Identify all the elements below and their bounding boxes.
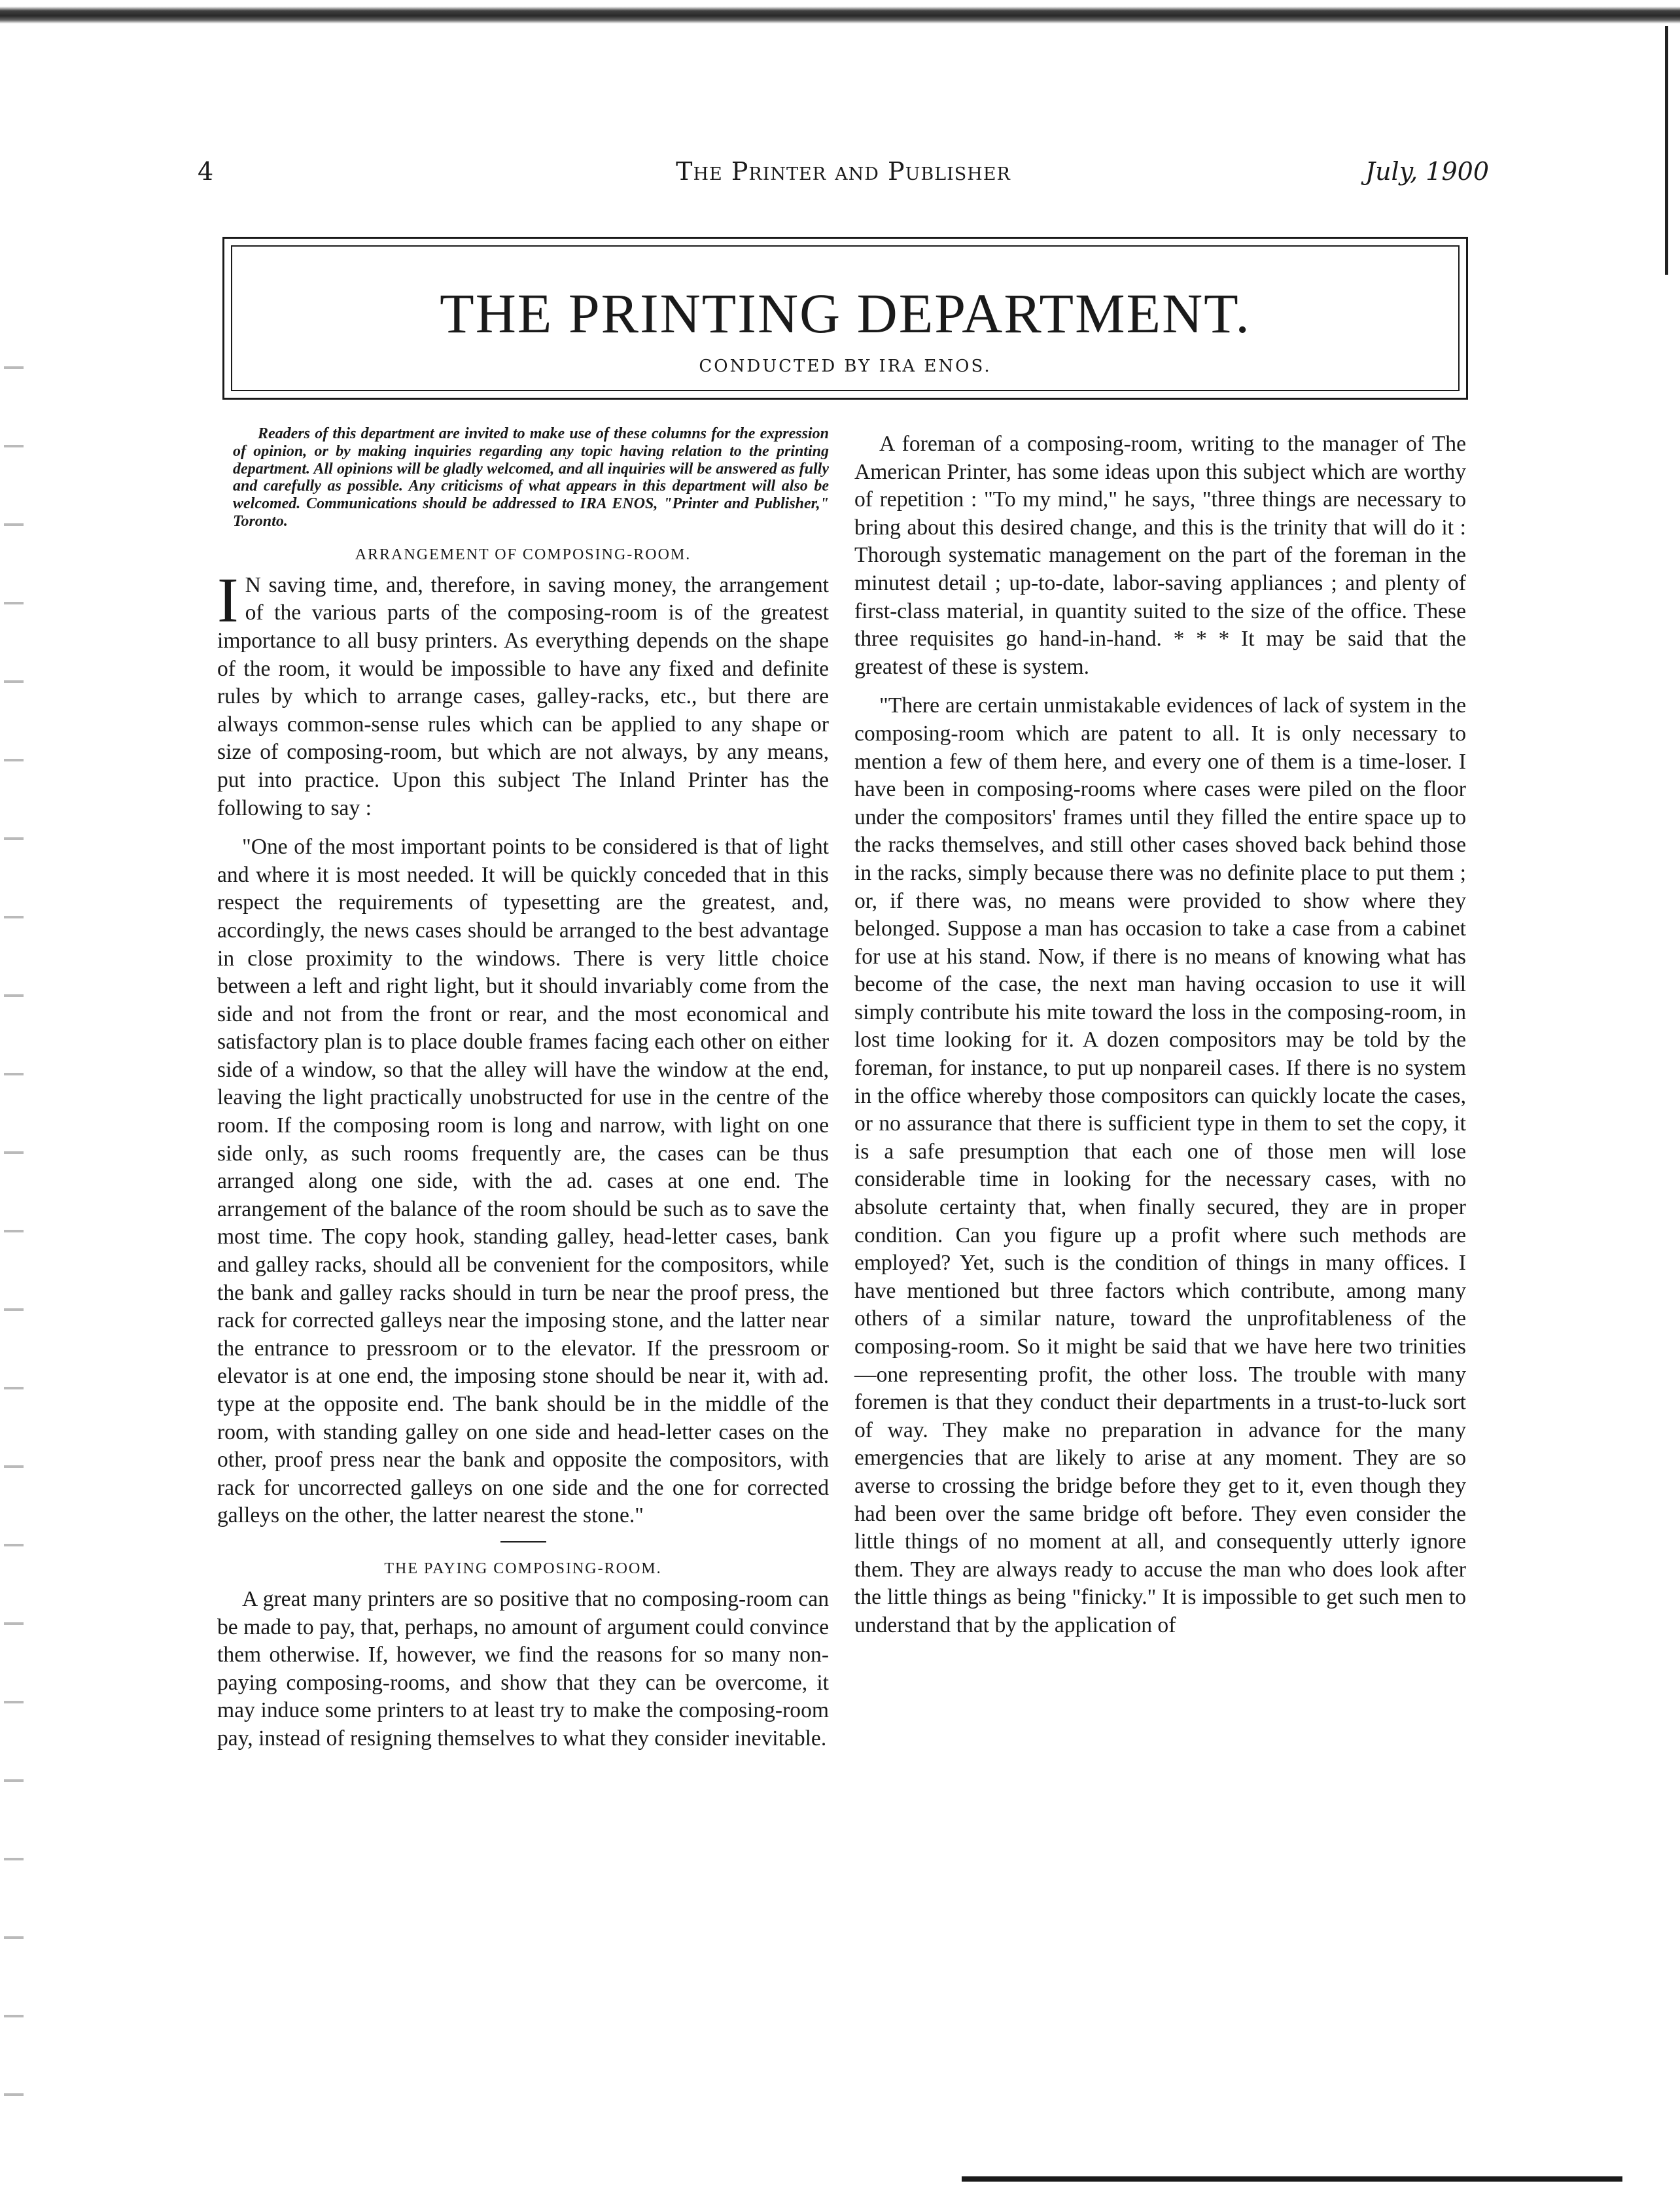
scan-top-edge [0,7,1680,24]
scan-left-margin-marks [4,340,24,2172]
scan-right-edge [1665,26,1668,275]
scan-bottom-edge [962,2176,1622,2182]
article-paragraph: A foreman of a composing-room, writing to the manager of The American Printer, has some ideas upon this subject which are worthy of repetition : "To my mind," he says, "three things are necessary to bring about this desired change, and this is the trinity that will do it : Thorough systematic management on the part of the foreman in the minutest detail ; up-to-date, labor-saving appliances ; and plenty of first-class material, in quantity suited to the size of the office. These three requisites go hand-in-hand. * * * It may be said that the greatest of these is system. [854,432,1466,679]
right-column [854,430,1466,1651]
article-paragraph [217,565,829,822]
department-banner-inner-border [231,245,1460,391]
department-title: THE PRINTING DEPARTMENT. [440,282,1251,345]
page-number: 4 [198,157,214,186]
paragraph-text: N saving time, and, therefore, in saving money, the arrangement of the various parts of the composing-room is of the greatest importance to all busy printers. As everything depends on the shape of the room, it would be impossible to have any fixed and definite rules by which to arrange cases, galley-racks, etc., but there are always common-sense rules which can be applied to any shape or size of composing-room, but which are not always, by any means, put into practice. Upon this subject The Inland Printer has the following to say : [217,572,829,820]
running-head [198,152,1489,191]
article-paragraph: "There are certain unmistakable evidences of lack of system in the composing-room which are patent to all. It is only necessary to mention a few of them here, and every one of them is a time-loser. I have been in composing-rooms where cases were piled on the floor under the compositors' frames until they filled the entire space up to the racks themselves, and still other cases shoved back behind those in the racks, simply because there was no definite place to put them ; or, if there was, no means were provided to show where they belonged. Suppose a man has occasion to take a case from a cabinet for use at his stand. Now, if there is no means of knowing what has become of the case, the next man having occasion to use it will simply contribute his mite toward the loss in the composing-room, in lost time looking for it. A dozen compositors may be told by the foreman, for instance, to put up nonpareil cases. If there is no system in the office whereby those compositors can quickly locate the cases, or no assurance that there is sufficient type in them to set the copy, it is a safe presumption that each one of those men will lose considerable time in looking for the necessary cases, with no absolute certainty that, when finally secured, they are in proper condition. Can you figure up a profit where such methods are employed? Yet, such is the condition of things in many offices. I have mentioned but three factors which contribute, among many others of a similar nature, toward the unprofitableness of the composing-room. So it might be said that we have here two trinities—one representing profit, the other loss. The trouble with many foremen is that they conduct their departments in a trust-to-luck sort of way. They make no preparation in advance for the many emergencies that are likely to arise at any moment. They are so averse to crossing the bridge before they get to it, even though they had been over the same bridge oft before. They even consider the little things of no moment at all, and consequently utterly ignore them. They are always ready to accuse the man who does look after the little things as being "finicky." It is impossible to get such men to understand that by the application of [854,693,1466,1637]
journal-title: The Printer and Publisher [676,157,1011,186]
editor-note: Readers of this department are invited to make use of these columns for the expression of opinion, or by making inquiries regarding any topic having relation to the printing department. All opinions will be gladly welcomed, and all inquiries will be answered as fully and carefully as possible. Any criticisms of what appears in this department will also be welcomed. Communications should be addressed to IRA ENOS, "Printer and Publisher," Toronto. [233,425,829,530]
issue-date: July, 1900 [1365,157,1489,186]
article-heading-paying: THE PAYING COMPOSING-ROOM. [384,1560,662,1577]
article-paragraph: A great many printers are so positive that no composing-room can be made to pay, that, perhaps, no amount of argument could convince them otherwise. If, however, we find the reasons for so many non-paying composing-rooms, and show that they can be overcome, it may induce some printers to at least try to make the composing-room pay, instead of resigning themselves to what they consider inevitable. [217,1586,829,1751]
article-paragraph: "One of the most important points to be considered is that of light and where it is most needed. It will be quickly conceded that in this respect the requirements of typesetting are the greatest, and, accordingly, the news cases should be arranged to the best advantage in close proximity to the windows. There is very little choice between a left and right light, but it should invariably come from the side and not from the front or rear, and the most economical and satisfactory plan is to place double frames facing each other on either side of a window, so that the alley will have the window at the end, leaving the light practically unobstructed for use in the centre of the room. If the composing room is long and narrow, with light on one side only, as such rooms frequently are, the cases can be thus arranged along one side, with the ad. cases at one end. The arrangement of the balance of the room should be such as to save the most time. The copy hook, standing galley, head-letter cases, bank and galley racks, should all be convenient for the compositors, while the bank and galley racks should in turn be near the proof press, the rack for corrected galleys near the imposing stone, and the latter near the entrance to pressroom or to the elevator. If the pressroom or elevator is at one end, the imposing stone should be near it, with ad. type at the opposite end. The bank should be in the middle of the room, with standing galley on one side and head-letter cases on the other, proof press near the bank and opposite the compositors, with rack for uncorrected galleys on one side and the one for corrected galleys on the other, the latter nearest the stone." [217,835,829,1528]
left-column [217,425,829,1764]
drop-cap: I [217,565,239,636]
department-banner [222,237,1468,400]
article-heading-arrangement: ARRANGEMENT OF COMPOSING-ROOM. [355,546,691,563]
department-byline: CONDUCTED BY IRA ENOS. [699,357,992,376]
section-rule [500,1541,546,1542]
